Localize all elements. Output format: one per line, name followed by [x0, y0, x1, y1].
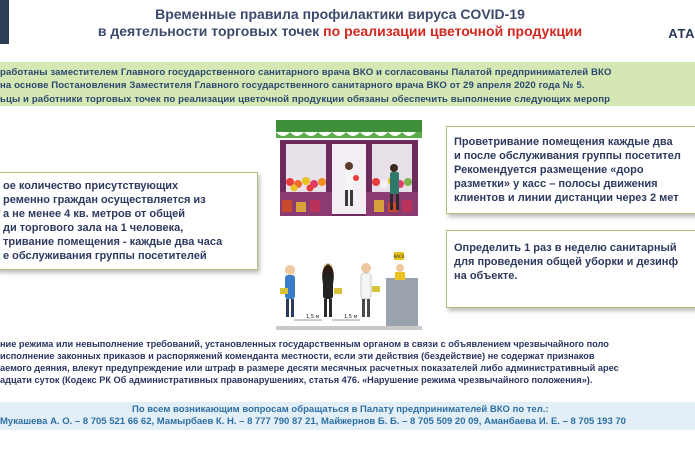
rule-text-line: тривание помещения - каждые два часа — [3, 236, 223, 248]
rule-text-line: Рекомендуется размещение «доро — [454, 164, 644, 176]
rule-box-visitor-density — [0, 172, 258, 270]
penalty-notice — [0, 336, 695, 396]
rule-text-line: а не менее 4 кв. метров от общей — [3, 208, 186, 220]
contacts-phones: Мукашева А. О. – 8 705 521 66 62, Мамырбаев К. Н. – 8 777 790 87 21, Майжернов Б. Б. – 8 705 509 20 09, Аманбаева И. Е. – 8 705 193 70 — [0, 416, 626, 427]
title-line-2-accent: по реализации цветочной продукции — [323, 23, 583, 39]
left-logo-mark — [0, 0, 9, 44]
rule-text-line: Проветривание помещения каждые два — [454, 136, 673, 148]
intro-line-2: на основе Постановления Заместителя Главного государственного санитарного врача ВКО от 29 апреля 2020 года № 5. — [0, 80, 585, 91]
penalty-line-3: аемого деяния, влекут предупреждение или штраф в размере десяти месячных расчетных показателей либо административный арес — [0, 363, 619, 373]
flower-shop-illustration — [276, 118, 422, 218]
rule-text-line: клиентов и линии дистанции через 2 мет — [454, 192, 679, 204]
rule-text-line: на объекте. — [454, 270, 518, 282]
penalty-line-2: исполнение законных приказов и распоряжений коменданта местности, если эти действия (бездействие) не содержат признаков — [0, 351, 595, 361]
rule-text-line: ое количество присутствующих — [3, 180, 179, 192]
queue-distance-illustration — [276, 238, 422, 330]
rule-box-sanitary-day — [446, 230, 695, 308]
contacts-heading: По всем возникающим вопросам обращаться в Палату предпринимателей ВКО по тел.: — [132, 404, 549, 415]
intro-line-3: ьцы и работники торговых точек по реализации цветочной продукции обязаны обеспечить выполнение следующих меропр — [0, 94, 611, 105]
intro-band — [0, 62, 695, 106]
rule-text-line: разметки» у касс – полосы движения — [454, 178, 658, 190]
contacts-band — [0, 402, 695, 430]
rule-text-line: и после обслуживания группы посетител — [454, 150, 681, 162]
intro-line-1: работаны заместителем Главного государственного санитарного врача ВКО и согласованы Палатой предпринимателей ВКО — [0, 67, 612, 78]
rule-text-line: ременно граждан осуществляется из — [3, 194, 206, 206]
rule-text-line: ди торгового зала на 1 человека, — [3, 222, 184, 234]
rule-box-ventilation — [446, 126, 695, 214]
title-line-2-prefix: в деятельности торговых точек — [97, 23, 324, 39]
rule-text-line: е обслуживания группы посетителей — [3, 250, 207, 262]
distance-label-1: 1,5 м — [306, 314, 320, 320]
title-line-1: Временные правила профилактики вируса COVID-19 — [155, 6, 525, 22]
penalty-line-1: ние режима или невыполнение требований, установленных государственным органом в связи с объявлением чрезвычайного поло — [0, 339, 609, 349]
rule-text-line: для проведения общей уборки и дезинф — [454, 256, 679, 268]
header — [0, 0, 695, 46]
checkout-sign: КАСА — [393, 254, 405, 259]
rule-text-line: Определить 1 раз в неделю санитарный — [454, 242, 677, 254]
distance-label-2: 1,5 м — [344, 314, 358, 320]
penalty-line-4: адцати суток (Кодекс РК Об административных правонарушениях, статья 476. «Нарушение режима чрезвычайного положения»). — [0, 375, 593, 385]
title-line-2 — [60, 23, 620, 40]
shop-awning — [276, 120, 422, 132]
atameken-logo: АТА — [668, 26, 695, 41]
page-title — [60, 6, 620, 40]
